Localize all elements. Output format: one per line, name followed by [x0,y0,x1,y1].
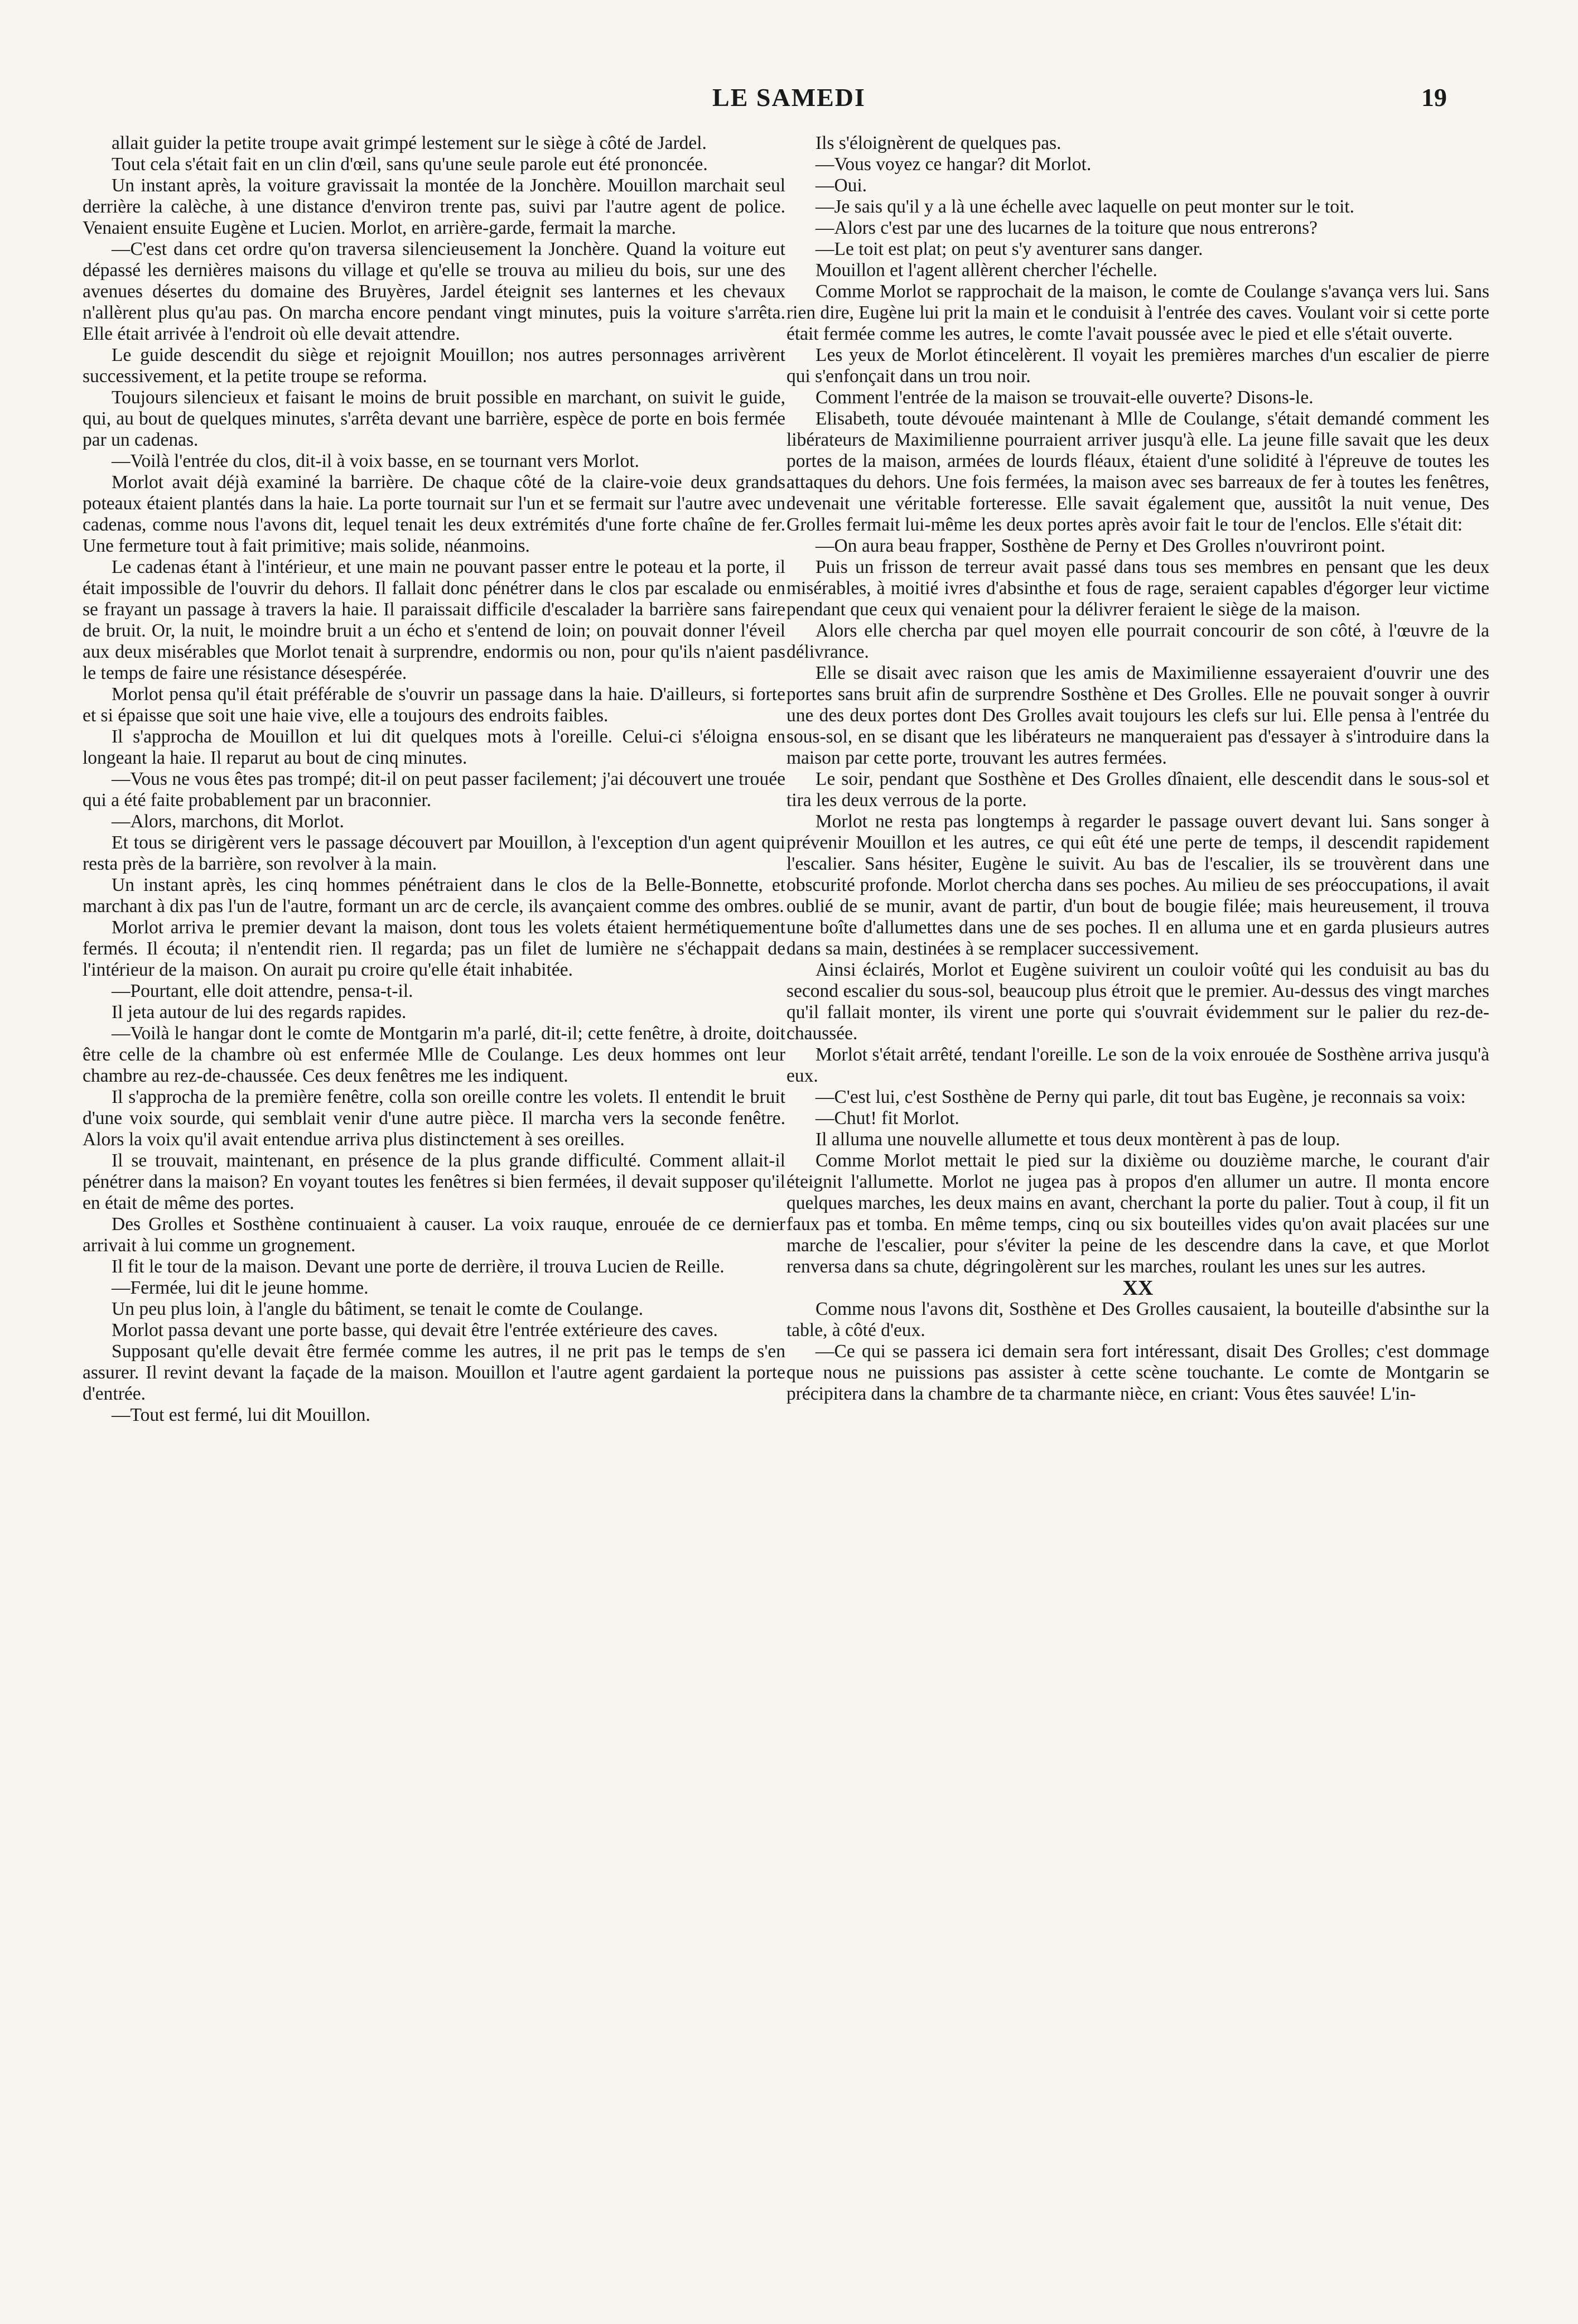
section-number: XX [1122,1276,1154,1300]
page-number: 19 [1421,83,1447,112]
paragraph: Supposant qu'elle devait être fermée comme les autres, il ne prit pas le temps de s'en assurer. Il revint devant la façade de la maison. Mouillon et l'autre agent gardaient la porte d'entrée. [83,1341,785,1404]
right-column [786,133,1489,1405]
paragraph: —Tout est fermé, lui dit Mouillon. [112,1405,370,1425]
paragraph: Il fit le tour de la maison. Devant une porte de derrière, il trouva Lucien de Reille. [112,1256,725,1277]
paragraph: —C'est dans cet ordre qu'on traversa silencieusement la Jonchère. Quand la voiture eut dépassé les dernières maisons du village et qu'elle se trouva au milieu du bois, sur une des avenues désertes du domaine des Bruyères, Jardel éteignit ses lanternes et les chevaux n'allèrent plus qu'au pas. On marcha encore pendant vingt minutes, puis la voiture s'arrêta. Elle était arrivée à l'endroit où elle devait attendre. [83,239,785,344]
paragraph: Morlot avait déjà examiné la barrière. De chaque côté de la claire-voie deux grands poteaux étaient plantés dans la haie. La porte tournait sur l'un et se fermait sur l'autre avec un cadenas, comme nous l'avons dit, lequel tenait les deux extrémités d'une forte chaîne de fer. Une fermeture tout à fait primitive; mais solide, néanmoins. [83,472,785,556]
paragraph: Comme nous l'avons dit, Sosthène et Des Grolles causaient, la bouteille d'absinthe sur la table, à côté d'eux. [786,1299,1489,1341]
paragraph: —Fermée, lui dit le jeune homme. [112,1277,369,1298]
paragraph: Puis un frisson de terreur avait passé dans tous ses membres en pensant que les deux misérables, à moitié ivres d'absinthe et fous de rage, seraient capables d'égorger leur victime pendant que ceux qui venaient pour la délivrer feraient le siège de la maison. [786,557,1489,620]
paragraph: Un peu plus loin, à l'angle du bâtiment, se tenait le comte de Coulange. [112,1299,644,1319]
paragraph: —Vous voyez ce hangar? dit Morlot. [815,154,1092,175]
paragraph: —Vous ne vous êtes pas trompé; dit-il on peut passer facilement; j'ai découvert une trouée qui a été faite probablement par un braconnier. [83,769,785,811]
paragraph: Il s'approcha de la première fenêtre, colla son oreille contre les volets. Il entendit le bruit d'une voix sourde, qui semblait venir d'une autre pièce. Il marcha vers la seconde fenêtre. Alors la voix qu'il avait entendue arriva plus distinctement à ses oreilles. [83,1087,785,1150]
paragraph: Et tous se dirigèrent vers le passage découvert par Mouillon, à l'exception d'un agent qui resta près de la barrière, son revolver à la main. [83,832,785,874]
paragraph: —Alors, marchons, dit Morlot. [112,811,344,832]
paragraph: Le guide descendit du siège et rejoignit Mouillon; nos autres personnages arrivèrent successivement, et la petite troupe se reforma. [83,345,785,387]
paragraph: Des Grolles et Sosthène continuaient à causer. La voix rauque, enrouée de ce dernier arrivait à lui comme un grognement. [83,1214,785,1256]
paragraph: Elisabeth, toute dévouée maintenant à Mlle de Coulange, s'était demandé comment les libérateurs de Maximilienne pourraient arriver jusqu'à elle. La jeune fille savait que les deux portes de la maison, armées de lourds fléaux, étaient d'une solidité à l'épreuve de toutes les attaques du dehors. Une fois fermées, la maison avec ses barreaux de fer à toutes les fenêtres, devenait une véritable forteresse. Elle savait également que, aussitôt la nuit venue, Des Grolles fermait lui-même les deux portes après avoir fait le tour de l'enclos. Elle s'était dit: [786,408,1489,535]
paragraph: —On aura beau frapper, Sosthène de Perny et Des Grolles n'ouvriront point. [815,536,1386,556]
paragraph: —Ce qui se passera ici demain sera fort intéressant, disait Des Grolles; c'est dommage que nous ne puissions pas assister à cette scène touchante. Le comte de Montgarin se précipitera dans la chambre de ta charmante nièce, en criant: Vous êtes sauvée! L'in- [786,1341,1489,1404]
running-title: LE SAMEDI [712,83,866,112]
paragraph: Morlot ne resta pas longtemps à regarder le passage ouvert devant lui. Sans songer à prévenir Mouillon et les autres, ce qui eût été une perte de temps, il descendit rapidement l'escalier. Sans hésiter, Eugène le suivit. Au bas de l'escalier, ils se trouvèrent dans une obscurité profonde. Morlot chercha dans ses poches. Au milieu de ses préoccupations, il avait oublié de se munir, avant de partir, d'un bout de bougie filée; mais heureusement, il trouva une boîte d'allumettes dans une de ses poches. Il en alluma une et en garda plusieurs autres dans sa main, destinées à se remplacer successivement. [786,811,1489,959]
paragraph: Comme Morlot mettait le pied sur la dixième ou douzième marche, le courant d'air éteignit l'allumette. Morlot ne jugea pas à propos d'en allumer un autre. Il monta encore quelques marches, les deux mains en avant, cherchant la porte du palier. Tout à coup, il fit un faux pas et tomba. En même temps, cinq ou six bouteilles vides qu'on avait placées sur une marche de l'escalier, pour s'éviter la peine de les descendre dans la cave, et que Morlot renversa dans sa chute, dégringolèrent sur les marches, roulant les unes sur les autres. [786,1150,1489,1277]
paragraph: Elle se disait avec raison que les amis de Maximilienne essayeraient d'ouvrir une des portes sans bruit afin de surprendre Sosthène et Des Grolles. Elle ne pouvait songer à ouvrir une des deux portes dont Des Grolles avait toujours les clefs sur lui. Elle pensa à l'entrée du sous-sol, en se disant que les libérateurs ne manqueraient pas d'essayer à s'introduire dans la maison par cette porte, trouvant les autres fermées. [786,663,1489,768]
paragraph: Morlot passa devant une porte basse, qui devait être l'entrée extérieure des caves. [112,1320,718,1341]
paragraph: Morlot s'était arrêté, tendant l'oreille. Le son de la voix enrouée de Sosthène arriva jusqu'à eux. [786,1044,1489,1086]
paragraph: —Le toit est plat; on peut s'y aventurer sans danger. [815,239,1203,259]
paragraph: Le soir, pendant que Sosthène et Des Grolles dînaient, elle descendit dans le sous-sol et tira les deux verrous de la porte. [786,769,1489,811]
paragraph: Il jeta autour de lui des regards rapides. [112,1002,407,1023]
paragraph: —Voilà l'entrée du clos, dit-il à voix basse, en se tournant vers Morlot. [112,451,640,471]
paragraph: Comment l'entrée de la maison se trouvait-elle ouverte? Disons-le. [815,387,1314,408]
paragraph: Ainsi éclairés, Morlot et Eugène suivirent un couloir voûté qui les conduisit au bas du second escalier du sous-sol, beaucoup plus étroit que le premier. Au-dessus des vingt marches qu'il fallait monter, ils virent une porte qui s'ouvrait évidemment sur le palier du rez-de-chaussée. [786,960,1489,1044]
paragraph: Mouillon et l'agent allèrent chercher l'échelle. [815,260,1157,281]
paragraph: Morlot pensa qu'il était préférable de s'ouvrir un passage dans la haie. D'ailleurs, si forte et si épaisse que soit une haie vive, elle a toujours des endroits faibles. [83,684,785,726]
paragraph: Un instant après, la voiture gravissait la montée de la Jonchère. Mouillon marchait seul derrière la calèche, à une distance d'environ trente pas, suivi par l'autre agent de police. Venaient ensuite Eugène et Lucien. Morlot, en arrière-garde, fermait la marche. [83,175,785,238]
paragraph: Ils s'éloignèrent de quelques pas. [815,133,1061,153]
paragraph: —C'est lui, c'est Sosthène de Perny qui parle, dit tout bas Eugène, je reconnais sa voix: [815,1087,1466,1107]
paragraph: Toujours silencieux et faisant le moins de bruit possible en marchant, on suivit le guide, qui, au bout de quelques minutes, s'arrêta devant une barrière, espèce de porte en bois fermée par un cadenas. [83,387,785,450]
paragraph: Tout cela s'était fait en un clin d'œil, sans qu'une seule parole eut été prononcée. [112,154,708,175]
paragraph: —Voilà le hangar dont le comte de Montgarin m'a parlé, dit-il; cette fenêtre, à droite, doit être celle de la chambre où est enfermée Mlle de Coulange. Les deux hommes ont leur chambre au rez-de-chaussée. Ces deux fenêtres me les indiquent. [83,1023,785,1086]
paragraph: Les yeux de Morlot étincelèrent. Il voyait les premières marches d'un escalier de pierre qui s'enfonçait dans un trou noir. [786,345,1489,387]
paragraph: —Chut! fit Morlot. [815,1108,959,1129]
paragraph: —Je sais qu'il y a là une échelle avec laquelle on peut monter sur le toit. [815,196,1355,217]
paragraph: Alors elle chercha par quel moyen elle pourrait concourir de son côté, à l'œuvre de la délivrance. [786,620,1489,662]
paragraph: Il s'approcha de Mouillon et lui dit quelques mots à l'oreille. Celui-ci s'éloigna en longeant la haie. Il reparut au bout de cinq minutes. [83,726,785,768]
paragraph: Il se trouvait, maintenant, en présence de la plus grande difficulté. Comment allait-il pénétrer dans la maison? En voyant toutes les fenêtres si bien fermées, il devait supposer qu'il en était de même des portes. [83,1150,785,1213]
paragraph: —Alors c'est par une des lucarnes de la toiture que nous entrerons? [815,218,1318,238]
paragraph: Morlot arriva le premier devant la maison, dont tous les volets étaient hermétiquement fermés. Il écouta; il n'entendit rien. Il regarda; pas un filet de lumière ne s'échappait de l'intérieur de la maison. On aurait pu croire qu'elle était inhabitée. [83,917,785,980]
paragraph: Il alluma une nouvelle allumette et tous deux montèrent à pas de loup. [815,1129,1340,1150]
paragraph: Le cadenas étant à l'intérieur, et une main ne pouvant passer entre le poteau et la porte, il était impossible de l'ouvrir du dehors. Il fallait donc pénétrer dans le clos par escalade ou en se frayant un passage à travers la haie. Il paraissait difficile d'escalader la barrière sans faire de bruit. Or, la nuit, le moindre bruit a un écho et s'entend de loin; on pouvait donner l'éveil aux deux misérables que Morlot tenait à surprendre, endormis ou non, pour qu'ils n'aient pas le temps de faire une résistance désespérée. [83,557,785,683]
paragraph: allait guider la petite troupe avait grimpé lestement sur le siège à côté de Jardel. [112,133,707,153]
paragraph: Un instant après, les cinq hommes pénétraient dans le clos de la Belle-Bonnette, et marchant à dix pas l'un de l'autre, formant un arc de cercle, ils avançaient comme des ombres. [83,875,785,917]
paragraph: —Oui. [815,175,867,196]
paragraph: —Pourtant, elle doit attendre, pensa-t-il. [112,981,413,1001]
left-column [83,133,785,1426]
paragraph: Comme Morlot se rapprochait de la maison, le comte de Coulange s'avança vers lui. Sans rien dire, Eugène lui prit la main et le conduisit à l'entrée des caves. Voulant voir si cette porte était fermée comme les autres, le comte l'avait poussée avec le pied et elle s'était ouverte. [786,281,1489,344]
